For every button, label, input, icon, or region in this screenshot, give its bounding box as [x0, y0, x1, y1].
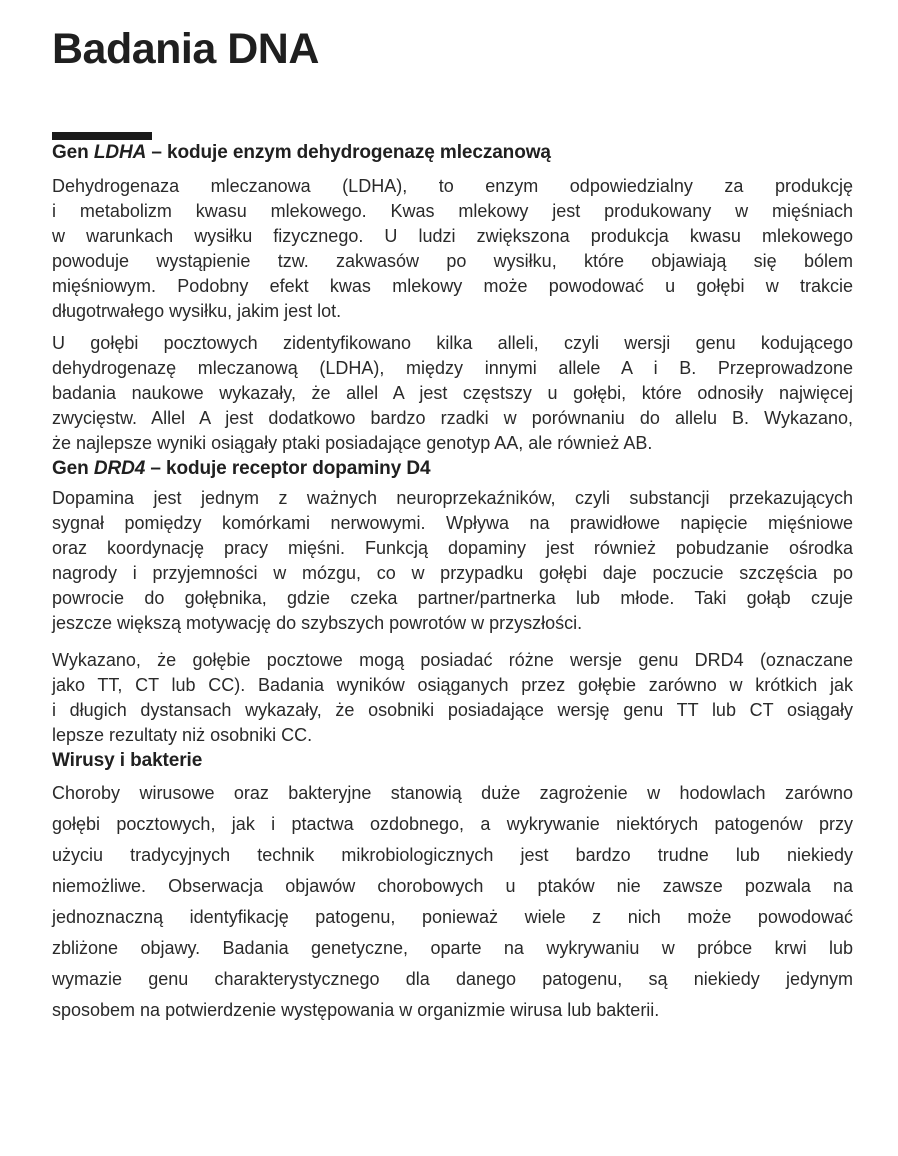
- text-line: Choroby wirusowe oraz bakteryjne stanowią duże zagrożenie w hodowlach zarówno: [52, 783, 853, 803]
- text-line: i metabolizm kwasu mlekowego. Kwas mlekowy jest produkowany w mięśniach: [52, 201, 853, 221]
- heading-prefix: Gen: [52, 458, 94, 479]
- section-gen-ldha: [52, 140, 853, 456]
- text-line: zbliżone objawy. Badania genetyczne, oparte na wykrywaniu w próbce krwi lub: [52, 938, 853, 958]
- text-line: w warunkach wysiłku fizycznego. U ludzi zwiększona produkcja kwasu mlekowego: [52, 226, 853, 246]
- text-line: gołębi pocztowych, jak i ptactwa ozdobnego, a wykrywanie niektórych patogenów przy: [52, 814, 853, 834]
- paragraph: [52, 648, 853, 748]
- gene-name-ldha: LDHA: [93, 142, 147, 163]
- paragraph: [52, 778, 853, 1026]
- text-line: jednoznaczną identyfikację patogenu, ponieważ wiele z nich może powodować: [52, 907, 853, 927]
- section-divider-bar: [52, 132, 152, 140]
- text-line: wymazie genu charakterystycznego dla danego patogenu, są niekiedy jedynym: [52, 969, 853, 989]
- text-line: Dehydrogenaza mleczanowa (LDHA), to enzym odpowiedzialny za produkcję: [52, 176, 853, 196]
- heading-rest: – koduje enzym dehydrogenazę mleczanową: [146, 142, 551, 163]
- text-line: dehydrogenazę mleczanową (LDHA), między innymi allele A i B. Przeprowadzone: [52, 358, 853, 378]
- text-line: powoduje wystąpienie tzw. zakwasów po wysiłku, które objawiają się bólem: [52, 251, 853, 271]
- text-line: niemożliwe. Obserwacja objawów chorobowych u ptaków nie zawsze pozwala na: [52, 876, 853, 896]
- text-line: badania naukowe wykazały, że allel A jest częstszy u gołębi, które odnosiły najwięcej: [52, 383, 853, 403]
- text-line: powrocie do gołębnika, gdzie czeka partner/partnerka lub młode. Taki gołąb czuje: [52, 588, 853, 608]
- text-line: sposobem na potwierdzenie występowania w organizmie wirusa lub bakterii.: [52, 1000, 660, 1020]
- text-line: jako TT, CT lub CC). Badania wyników osiąganych przez gołębie zarówno w krótkich jak: [52, 675, 853, 695]
- text-line: Dopamina jest jednym z ważnych neuroprzekaźników, czyli substancji przekazujących: [52, 488, 853, 508]
- paragraph: [52, 486, 853, 636]
- text-line: mięśniowym. Podobny efekt kwas mlekowy może powodować u gołębi w trakcie: [52, 276, 853, 296]
- section-heading-ldha: [52, 140, 853, 165]
- page-title: Badania DNA: [52, 25, 319, 73]
- text-line: nagrody i przyjemności w mózgu, co w przypadku gołębi daje poczucie szczęścia po: [52, 563, 853, 583]
- text-line: jeszcze większą motywację do szybszych powrotów w przyszłości.: [52, 613, 583, 633]
- text-line: użyciu tradycyjnych technik mikrobiologicznych jest bardzo trudne lub niekiedy: [52, 845, 853, 865]
- text-line: zwycięstw. Allel A jest dodatkowo bardzo rzadki w porównaniu do allelu B. Wykazano,: [52, 408, 853, 428]
- heading-rest: – koduje receptor dopaminy D4: [145, 458, 431, 479]
- gene-name-drd4: DRD4: [93, 458, 146, 479]
- section-heading-wirusy: [52, 748, 853, 773]
- section-wirusy-bakterie: [52, 748, 853, 1026]
- text-line: oraz koordynację pracy mięśni. Funkcją dopaminy jest również pobudzanie ośrodka: [52, 538, 853, 558]
- text-line: sygnał pomiędzy komórkami nerwowymi. Wpływa na prawidłowe napięcie mięśniowe: [52, 513, 853, 533]
- section-gen-drd4: [52, 456, 853, 748]
- heading-prefix: Gen: [52, 142, 94, 163]
- paragraph: [52, 331, 853, 456]
- paragraph: [52, 174, 853, 324]
- section-heading-drd4: [52, 456, 853, 481]
- text-line: Wykazano, że gołębie pocztowe mogą posiadać różne wersje genu DRD4 (oznaczane: [52, 650, 853, 670]
- text-line: i długich dystansach wykazały, że osobniki posiadające wersję genu TT lub CT osiągały: [52, 700, 853, 720]
- heading-prefix: Wirusy i bakterie: [52, 750, 203, 771]
- text-line: długotrwałego wysiłku, jakim jest lot.: [52, 301, 342, 321]
- text-line: że najlepsze wyniki osiągały ptaki posiadające genotyp AA, ale również AB.: [52, 433, 653, 453]
- text-line: U gołębi pocztowych zidentyfikowano kilka alleli, czyli wersji genu kodującego: [52, 333, 853, 353]
- text-line: lepsze rezultaty niż osobniki CC.: [52, 725, 313, 745]
